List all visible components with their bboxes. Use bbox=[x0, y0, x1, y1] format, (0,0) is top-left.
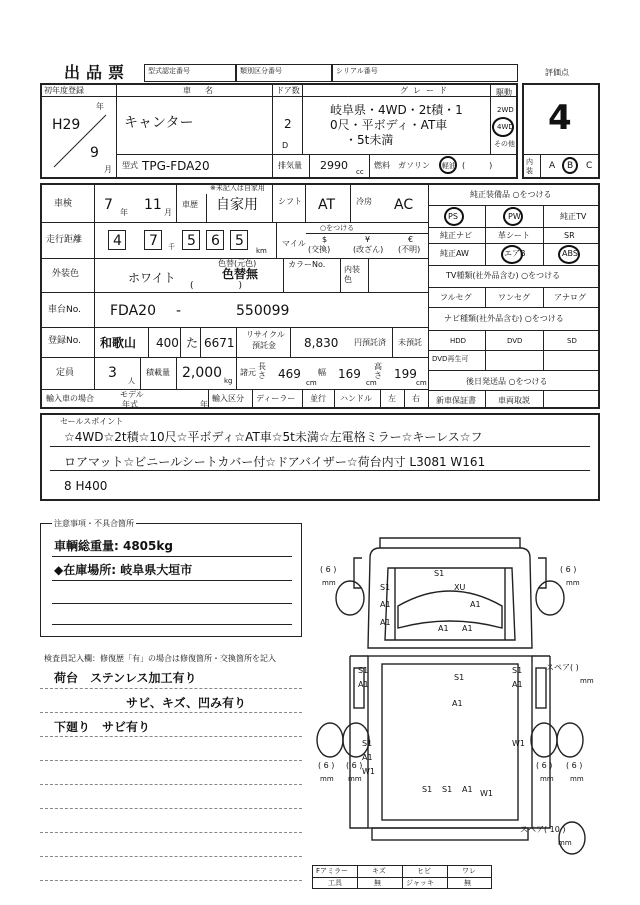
mileage-digit-1-box bbox=[108, 230, 126, 250]
mileage-digit-3-box bbox=[182, 230, 200, 250]
fuel-diesel-circle bbox=[439, 156, 457, 174]
code-s1-h: S1 bbox=[442, 785, 453, 794]
meter-tamper: (改ざん) bbox=[353, 245, 384, 254]
import-label: 輸入車の場合 bbox=[46, 394, 94, 403]
tire-fr-unit: mm bbox=[566, 579, 580, 587]
chassis-prefix: FDA20 bbox=[110, 303, 156, 319]
chassis-label: 車台No. bbox=[48, 305, 81, 315]
load-value: 2,000 bbox=[182, 365, 223, 381]
spare-top-unit: mm bbox=[580, 677, 594, 685]
code-a1-g: A1 bbox=[512, 680, 523, 689]
cab-windshield-frame bbox=[385, 568, 515, 640]
mileage-thousand: 千 bbox=[168, 243, 175, 251]
notes-location: ◆在庫場所: 岐阜県大垣市 bbox=[54, 563, 193, 577]
recycle-label-2: 預託金 bbox=[252, 341, 276, 350]
after-manual: 車両取説 bbox=[498, 396, 530, 405]
inspector-line-1: 荷台 ステンレス加工有り bbox=[54, 671, 197, 685]
width-label: 幅 bbox=[318, 368, 326, 377]
displacement-unit: cc bbox=[356, 168, 364, 176]
legend-h4: ワレ bbox=[462, 867, 476, 875]
equipment-header: 純正装備品 ○をつける bbox=[470, 190, 552, 199]
spare-bottom-unit: mm bbox=[558, 839, 572, 847]
mileage-digit-2-box bbox=[144, 230, 162, 250]
spare-top-text: スペア bbox=[546, 663, 570, 672]
notes-gvw: 車輌総重量: 4805kg bbox=[54, 539, 173, 553]
mile-label: マイル bbox=[282, 239, 306, 248]
first-reg-label: 初年度登録 bbox=[44, 86, 84, 95]
equip-ps-circle bbox=[444, 207, 464, 226]
code-s1-c: S1 bbox=[358, 666, 369, 675]
grade-line-2: 0尺・平ボディ・AT車 bbox=[330, 118, 448, 132]
sales-label: セールスポイント bbox=[60, 417, 124, 426]
width-value: 169 bbox=[338, 367, 361, 381]
inspection-month-unit: 月 bbox=[164, 208, 172, 217]
inspection-year-unit: 年 bbox=[120, 208, 128, 217]
tire-rl1-depth: ( 6 ) bbox=[318, 761, 335, 770]
code-s1-f: S1 bbox=[362, 739, 373, 748]
sales-line-1: ☆4WD☆2t積☆10尺☆平ボディ☆AT車☆5t未満☆左電格ミラー☆キーレス☆フ bbox=[64, 430, 483, 444]
tire-rl1-value: 6 bbox=[323, 761, 329, 770]
tv-analog: アナログ bbox=[554, 293, 586, 302]
meter-unknown: (不明) bbox=[398, 245, 421, 254]
dvd-play: DVD再生可 bbox=[432, 355, 469, 363]
tire-fl-value: 6 bbox=[325, 565, 331, 574]
front-right-wheel bbox=[536, 581, 564, 615]
chassis-dash: - bbox=[176, 303, 182, 319]
mileage-digit-4-box bbox=[206, 230, 224, 250]
equip-aw: 純正AW bbox=[440, 249, 469, 258]
code-a1-d: A1 bbox=[438, 624, 449, 633]
equip-abs-circle bbox=[558, 245, 580, 264]
interior-b-circle bbox=[562, 157, 578, 174]
reg-number: 6671 bbox=[204, 336, 235, 350]
score-header: 評価点 bbox=[545, 68, 569, 77]
model-year-label-2: 年式 bbox=[122, 400, 138, 409]
front-left-wheel bbox=[336, 581, 364, 615]
code-a1-i: A1 bbox=[362, 753, 373, 762]
ac-value: AC bbox=[394, 197, 414, 213]
mileage-digit-4: 6 bbox=[211, 233, 220, 249]
code-a1-e: A1 bbox=[462, 624, 473, 633]
reg-area: 和歌山 bbox=[100, 336, 137, 350]
tv-oneseg: ワンセグ bbox=[498, 293, 530, 302]
tire-fl-unit: mm bbox=[322, 579, 336, 587]
inspector-line-3: 下廻り サビ有り bbox=[54, 720, 151, 734]
spare-top-label: スペア( ) bbox=[546, 663, 579, 672]
sales-line-2: ロアマット☆ビニールシートカバー付☆ドアバイザー☆荷台内寸 L3081 W161 bbox=[64, 455, 486, 469]
reg-kana: た bbox=[186, 336, 199, 350]
rear-right-wheel-inner bbox=[531, 723, 557, 757]
code-a1-j: A1 bbox=[462, 785, 473, 794]
parallel-label: 並行 bbox=[310, 394, 326, 403]
color-value: ホワイト bbox=[128, 271, 176, 285]
cab-windshield bbox=[398, 591, 502, 628]
ac-label: 冷房 bbox=[356, 197, 372, 206]
model-value: TPG-FDA20 bbox=[142, 159, 210, 173]
meter-swap: (交換) bbox=[308, 245, 331, 254]
tire-rr1-depth: ( 6 ) bbox=[536, 761, 553, 770]
drive-2wd: 2WD bbox=[497, 106, 514, 114]
handle-left: 左 bbox=[388, 394, 396, 403]
doors-value: 2 bbox=[284, 117, 292, 131]
tire-rr2-unit: mm bbox=[570, 775, 584, 783]
car-name-label: 車名 bbox=[183, 86, 227, 95]
inspector-line-2: サビ、キズ、凹み有り bbox=[126, 696, 247, 710]
dims-label: 諸元 bbox=[240, 368, 256, 377]
notes-header: 注意事項・不具合箇所 bbox=[54, 519, 134, 528]
fuel-diesel: 軽油 bbox=[442, 162, 456, 170]
navi-dvd: DVD bbox=[507, 337, 523, 345]
code-w1-a: W1 bbox=[362, 767, 375, 776]
import-type-label: 輸入区分 bbox=[212, 394, 244, 403]
tire-fl-depth: ( 6 ) bbox=[320, 565, 337, 574]
first-reg-year-unit: 年 bbox=[96, 102, 104, 111]
color-no-label: カラーNo. bbox=[288, 260, 326, 269]
bed-side-right bbox=[532, 656, 553, 828]
evaluation-score: 4 bbox=[548, 98, 572, 138]
navi-sd: SD bbox=[567, 337, 577, 345]
mileage-label: 走行距離 bbox=[46, 235, 83, 245]
handle-right: 右 bbox=[412, 394, 420, 403]
mileage-digit-2: 7 bbox=[149, 233, 158, 249]
sales-line-3: 8 H400 bbox=[64, 479, 108, 493]
car-name: キャンター bbox=[124, 115, 194, 131]
code-s1-a: S1 bbox=[434, 569, 445, 578]
interior-label: 内装 bbox=[526, 158, 533, 175]
width-unit: cm bbox=[366, 379, 377, 387]
color-change-label: 色替(元色) bbox=[218, 259, 257, 268]
equip-abs: ABS bbox=[562, 249, 578, 258]
equip-pw-circle bbox=[503, 207, 523, 226]
load-unit: kg bbox=[224, 377, 233, 385]
meter-yen: ¥ bbox=[365, 235, 371, 244]
tire-fr-value: 6 bbox=[565, 565, 571, 574]
equip-pw: PW bbox=[508, 212, 521, 221]
drive-other: その他 bbox=[494, 140, 515, 148]
model-year-unit: 年 bbox=[200, 400, 208, 409]
navi-type-header: ナビ種類(社外品含む) ○をつける bbox=[444, 314, 564, 323]
equip-airbag-circle bbox=[501, 245, 523, 264]
recycle-label-1: リサイクル bbox=[246, 330, 285, 339]
dealer-label: ディーラー bbox=[256, 394, 296, 403]
spare-bottom-text: スペア bbox=[520, 825, 544, 834]
equip-tv: 純正TV bbox=[560, 212, 587, 221]
mileage-digit-1: 4 bbox=[113, 233, 122, 249]
displacement-label: 排気量 bbox=[278, 161, 302, 170]
equip-sr: SR bbox=[564, 231, 575, 240]
meter-unknown-mark: € bbox=[408, 235, 414, 244]
first-reg-year: H29 bbox=[52, 117, 81, 133]
tire-rr1-value: 6 bbox=[541, 761, 547, 770]
mileage-digit-3: 5 bbox=[187, 233, 196, 249]
doors-suffix: D bbox=[282, 141, 289, 150]
inspection-label: 車検 bbox=[54, 199, 73, 209]
legend-v2: 無 bbox=[374, 879, 381, 887]
tailgate bbox=[372, 828, 528, 840]
tire-rr1-unit: mm bbox=[540, 775, 554, 783]
meter-circle-note: ○をつける bbox=[320, 224, 355, 232]
capacity-label: 定員 bbox=[56, 368, 75, 378]
code-s1-e: S1 bbox=[512, 666, 523, 675]
color-change-value: 色替無 bbox=[222, 267, 259, 281]
tv-type-header: TV種類(社外品含む) ○をつける bbox=[446, 271, 561, 280]
recycle-unpaid: 未預託 bbox=[398, 338, 422, 347]
code-a1-b: A1 bbox=[470, 600, 481, 609]
legend-h2: キズ bbox=[372, 867, 386, 875]
serial-label: シリアル番号 bbox=[336, 67, 378, 75]
code-s1-g: S1 bbox=[422, 785, 433, 794]
legend-h3: ヒビ bbox=[417, 867, 431, 875]
first-reg-month-unit: 月 bbox=[104, 165, 112, 174]
category-box bbox=[236, 64, 332, 82]
code-s1-b: S1 bbox=[380, 583, 391, 592]
cab-outline bbox=[368, 548, 532, 648]
mileage-unit: km bbox=[256, 247, 267, 255]
serial-box bbox=[332, 64, 518, 82]
cab-roof-line bbox=[380, 538, 520, 548]
inspection-month: 11 bbox=[144, 197, 162, 213]
drive-4wd: 4WD bbox=[497, 123, 514, 131]
height-value: 199 bbox=[394, 367, 417, 381]
length-label: 長さ bbox=[258, 362, 266, 380]
equip-airbag: エアB bbox=[504, 249, 526, 258]
after-warranty: 新車保証書 bbox=[436, 396, 476, 405]
recycle-unit: 円預託済 bbox=[354, 338, 386, 347]
tire-rl2-value: 6 bbox=[351, 761, 357, 770]
tire-rr2-value: 6 bbox=[571, 761, 577, 770]
fuel-other: ( ) bbox=[462, 161, 493, 170]
equip-navi: 純正ナビ bbox=[440, 231, 472, 240]
truck-diagram bbox=[310, 528, 610, 868]
color-label: 外装色 bbox=[52, 269, 80, 279]
document-title: 出品票 bbox=[64, 63, 131, 82]
height-label: 高さ bbox=[374, 362, 382, 380]
tire-rl2-unit: mm bbox=[348, 775, 362, 783]
fuel-label: 燃料 bbox=[374, 161, 390, 170]
height-unit: cm bbox=[416, 379, 427, 387]
after-header: 後日発送品 ○をつける bbox=[466, 377, 548, 386]
cargo-floor bbox=[382, 664, 518, 820]
drive-4wd-circle bbox=[492, 117, 514, 137]
reg-class: 400 bbox=[156, 336, 179, 350]
mileage-digit-5-box bbox=[230, 230, 248, 250]
rear-right-wheel-outer bbox=[557, 723, 583, 757]
color-change-paren: ( ) bbox=[190, 281, 243, 291]
recycle-amount: 8,830 bbox=[304, 336, 339, 350]
code-w1-c: W1 bbox=[480, 789, 493, 798]
history-note: ※未記入は自家用 bbox=[210, 184, 265, 192]
legend-v3: ジャッキ bbox=[406, 879, 434, 887]
legend-v1: 工具 bbox=[328, 879, 342, 887]
interior-grade-b: B bbox=[567, 161, 574, 171]
displacement-value: 2990 bbox=[320, 159, 348, 172]
category-label: 類別区分番号 bbox=[240, 67, 282, 75]
load-label: 積載量 bbox=[146, 368, 170, 377]
inspector-header: 検査員記入欄：修復歴「有」の場合は修復箇所・交換箇所を記入 bbox=[44, 654, 276, 663]
drive-label: 駆動 bbox=[496, 88, 512, 97]
code-w1-b: W1 bbox=[512, 739, 525, 748]
shift-label: シフト bbox=[278, 197, 302, 206]
legend-h1: Fアミラー bbox=[316, 867, 349, 875]
fuel-gasoline: ガソリン bbox=[398, 161, 430, 170]
interior-grade-c: C bbox=[586, 161, 593, 171]
history-label: 車歴 bbox=[182, 200, 198, 209]
tire-rr2-depth: ( 6 ) bbox=[566, 761, 583, 770]
model-year-label-1: モデル bbox=[120, 390, 144, 399]
model-label: 型式 bbox=[122, 161, 138, 170]
chassis-number: 550099 bbox=[236, 303, 290, 319]
code-s1-d: S1 bbox=[454, 673, 465, 682]
code-a1-c: A1 bbox=[380, 618, 391, 627]
grade-line-1: 岐阜県・4WD・2t積・1 bbox=[330, 103, 463, 117]
handle-label: ハンドル bbox=[340, 394, 372, 403]
code-a1-h: A1 bbox=[452, 699, 463, 708]
grade-label: グレード bbox=[400, 86, 452, 95]
legend-v4: 無 bbox=[464, 879, 471, 887]
tv-fullseg: フルセグ bbox=[440, 293, 472, 302]
cargo-bed bbox=[368, 656, 532, 828]
mileage-digit-5: 5 bbox=[235, 233, 244, 249]
shift-value: AT bbox=[318, 197, 336, 213]
spare-bottom-label: スペア( 10 ) bbox=[520, 825, 566, 834]
length-unit: cm bbox=[306, 379, 317, 387]
code-a1-a: A1 bbox=[380, 600, 391, 609]
inspection-year: 7 bbox=[104, 197, 113, 213]
interior-color-label: 内装色 bbox=[344, 265, 360, 284]
capacity-unit: 人 bbox=[128, 377, 135, 385]
rear-left-wheel-outer bbox=[317, 723, 343, 757]
navi-hdd: HDD bbox=[450, 337, 467, 345]
first-reg-month: 9 bbox=[90, 145, 99, 161]
model-cert-box bbox=[144, 64, 236, 82]
spare-bottom-value: 10 bbox=[549, 825, 560, 834]
grade-line-3: ・5t未満 bbox=[345, 133, 394, 147]
model-cert-label: 型式認定番号 bbox=[148, 67, 190, 75]
interior-grade-a: A bbox=[549, 161, 556, 171]
reg-label: 登録No. bbox=[48, 336, 81, 346]
tire-rl2-depth: ( 6 ) bbox=[346, 761, 363, 770]
tire-fr-depth: ( 6 ) bbox=[560, 565, 577, 574]
equip-leather: 革シート bbox=[498, 231, 530, 240]
capacity-value: 3 bbox=[108, 365, 117, 381]
history-value: 自家用 bbox=[216, 197, 258, 213]
meter-dollar: $ bbox=[322, 235, 328, 244]
doors-label: ドア数 bbox=[276, 86, 300, 95]
equip-ps: PS bbox=[448, 212, 458, 221]
length-value: 469 bbox=[278, 367, 301, 381]
code-xu-a: XU bbox=[454, 583, 466, 592]
code-a1-f: A1 bbox=[358, 680, 369, 689]
tire-rl1-unit: mm bbox=[320, 775, 334, 783]
